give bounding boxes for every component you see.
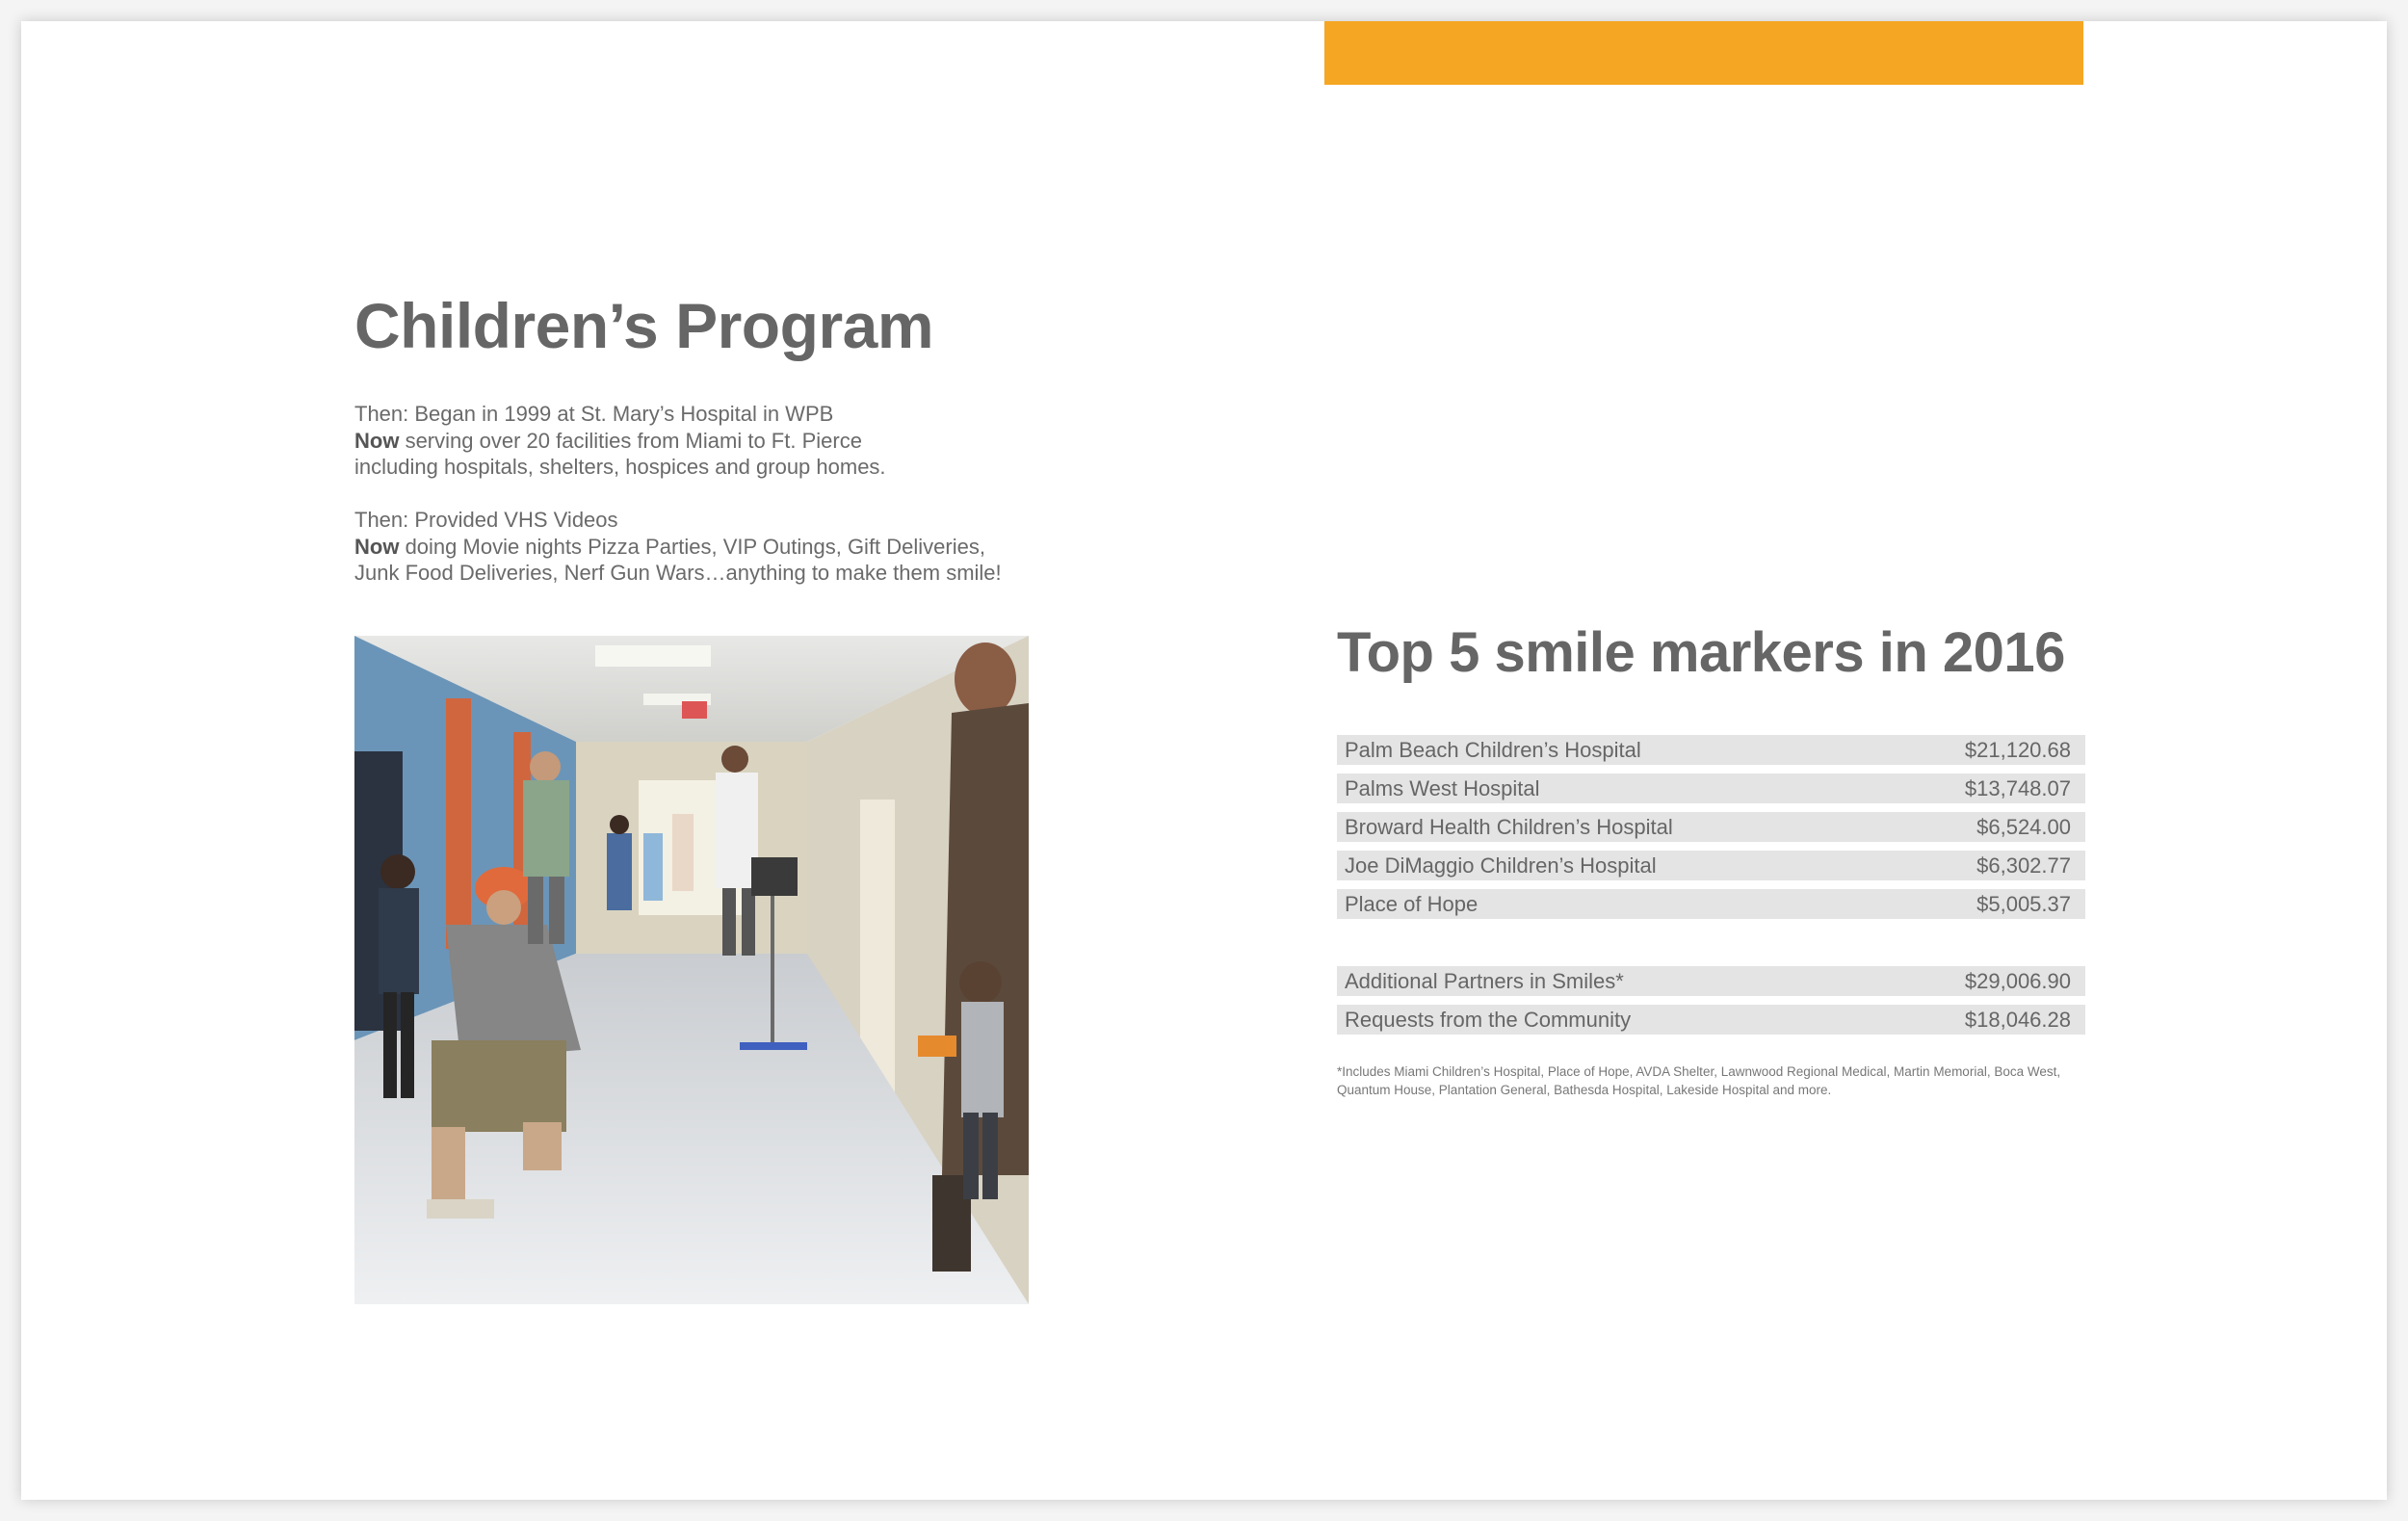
table-spacer <box>1337 928 2085 966</box>
row-amount: $18,046.28 <box>1964 1007 2071 1032</box>
now-line-continued: Junk Food Deliveries, Nerf Gun Wars…anything to make them smile! <box>354 561 1002 585</box>
now-label: Now <box>354 428 400 453</box>
page-title: Children’s Program <box>354 290 934 361</box>
row-amount: $6,302.77 <box>1976 852 2071 878</box>
accent-bar <box>1324 21 2083 85</box>
table-row <box>1337 812 2085 842</box>
row-name: Place of Hope <box>1345 891 1479 916</box>
row-name: Broward Health Children’s Hospital <box>1345 814 1673 839</box>
row-name: Additional Partners in Smiles* <box>1345 968 1624 993</box>
then-line: Then: Provided VHS Videos <box>354 508 618 532</box>
row-name: Joe DiMaggio Children’s Hospital <box>1345 852 1657 878</box>
intro-text <box>354 401 1086 613</box>
document-spread <box>21 21 2387 1500</box>
row-amount: $6,524.00 <box>1976 814 2071 839</box>
table-row <box>1337 966 2085 996</box>
row-name: Palms West Hospital <box>1345 775 1540 800</box>
row-amount: $29,006.90 <box>1964 968 2071 993</box>
now-line-continued: including hospitals, shelters, hospices and group homes. <box>354 455 886 479</box>
row-amount: $13,748.07 <box>1964 775 2071 800</box>
table-row <box>1337 774 2085 803</box>
then-line: Then: Began in 1999 at St. Mary’s Hospital in WPB <box>354 402 834 426</box>
now-line: serving over 20 facilities from Miami to Ft. Pierce <box>399 428 862 453</box>
row-name: Requests from the Community <box>1345 1007 1632 1032</box>
row-name: Palm Beach Children’s Hospital <box>1345 737 1641 762</box>
smile-markers-table <box>1337 735 2085 1043</box>
table-row <box>1337 1005 2085 1035</box>
intro-paragraph-activities <box>354 507 1086 587</box>
now-label: Now <box>354 534 400 559</box>
table-row <box>1337 735 2085 765</box>
intro-paragraph-facilities <box>354 401 1086 481</box>
row-amount: $5,005.37 <box>1976 891 2071 916</box>
smile-markers-title: Top 5 smile markers in 2016 <box>1337 621 2065 684</box>
footnote: *Includes Miami Children’s Hospital, Place of Hope, AVDA Shelter, Lawnwood Regional Medical, Martin Memorial, Boca West, Quantum House, Plantation General, Bathesda Hospital, Lakeside Hospital and more. <box>1337 1064 2061 1097</box>
now-line: doing Movie nights Pizza Parties, VIP Outings, Gift Deliveries, <box>399 534 985 559</box>
table-row <box>1337 889 2085 919</box>
table-row <box>1337 851 2085 880</box>
row-amount: $21,120.68 <box>1964 737 2071 762</box>
hospital-hallway-photo <box>354 636 1029 1304</box>
